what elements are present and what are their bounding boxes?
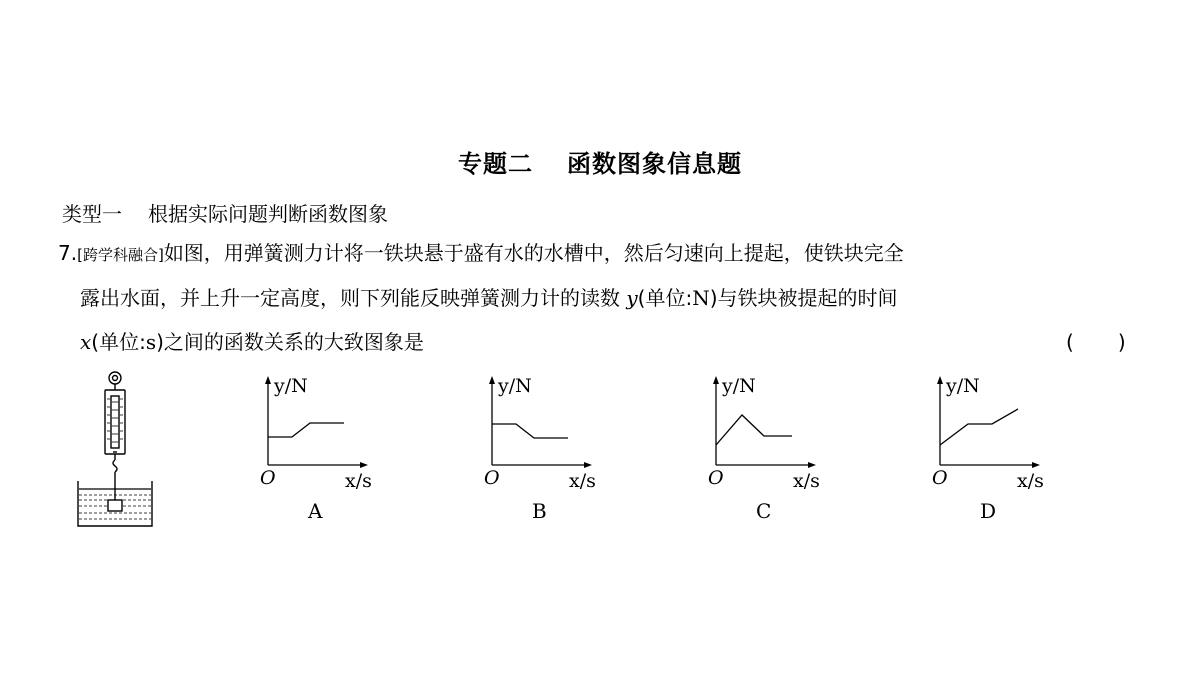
y-axis-arrow [265,376,271,384]
question-text-2a: 露出水面，并上升一定高度，则下列能反映弹簧测力计的读数 [80,286,627,310]
question-line-3 [80,327,424,357]
variable-y: y [626,286,638,310]
origin-label: O [484,467,500,489]
x-axis-arrow [584,462,592,468]
y-axis-label: y/N [274,375,308,397]
question-text-2c: )与铁块被提起的时间 [709,286,898,310]
section-heading [62,198,388,227]
option-d-curve [940,409,1018,445]
option-a-curve [268,423,344,437]
x-axis-arrow [360,462,368,468]
origin-label: O [932,467,948,489]
unit-second: s [145,330,157,354]
question-line-2 [80,283,898,313]
option-c-label: C [756,499,772,523]
x-axis-arrow [1032,462,1040,468]
section-title: 根据实际问题判断函数图象 [148,202,388,226]
question-number: 7. [58,241,78,265]
option-c-graph [698,370,828,525]
option-d-graph [922,370,1052,525]
question-line-1 [58,238,904,270]
title-part-1: 专题二 [458,150,533,178]
option-c-curve [716,415,792,445]
origin-label: O [260,467,276,489]
answer-close: ) [1117,330,1126,354]
x-axis-arrow [808,462,816,468]
answer-bracket [1066,327,1126,357]
x-axis-label: x/s [793,470,820,492]
question-tag: [跨学科融合] [77,246,164,264]
option-b-graph [474,370,604,525]
question-text-3b: )之间的函数关系的大致图象是 [156,330,424,354]
option-d-label: D [980,499,997,523]
option-b-label: B [532,499,547,523]
answer-open: ( [1066,330,1074,354]
y-axis-arrow [489,376,495,384]
y-axis-arrow [713,376,719,384]
title-part-2: 函数图象信息题 [567,150,742,178]
option-a-label: A [308,499,323,523]
y-axis-label: y/N [946,375,980,397]
x-axis-label: x/s [345,470,372,492]
option-b-curve [492,424,568,438]
section-label: 类型一 [62,202,122,226]
y-axis-arrow [937,376,943,384]
y-axis-label: y/N [722,375,756,397]
x-axis-label: x/s [1017,470,1044,492]
option-a-graph [250,370,380,525]
question-text-1: 如图，用弹簧测力计将一铁块悬于盛有水的水槽中，然后匀速向上提起，使铁块完全 [163,241,904,265]
y-axis-label: y/N [498,375,532,397]
question-text-2b: (单位: [637,286,693,310]
x-axis-label: x/s [569,470,596,492]
unit-newton: N [692,286,710,310]
variable-x: x [80,330,92,354]
page-title [0,144,1200,179]
question-text-3a: (单位: [91,330,146,354]
spring-scale-illustration [70,368,160,533]
origin-label: O [708,467,724,489]
